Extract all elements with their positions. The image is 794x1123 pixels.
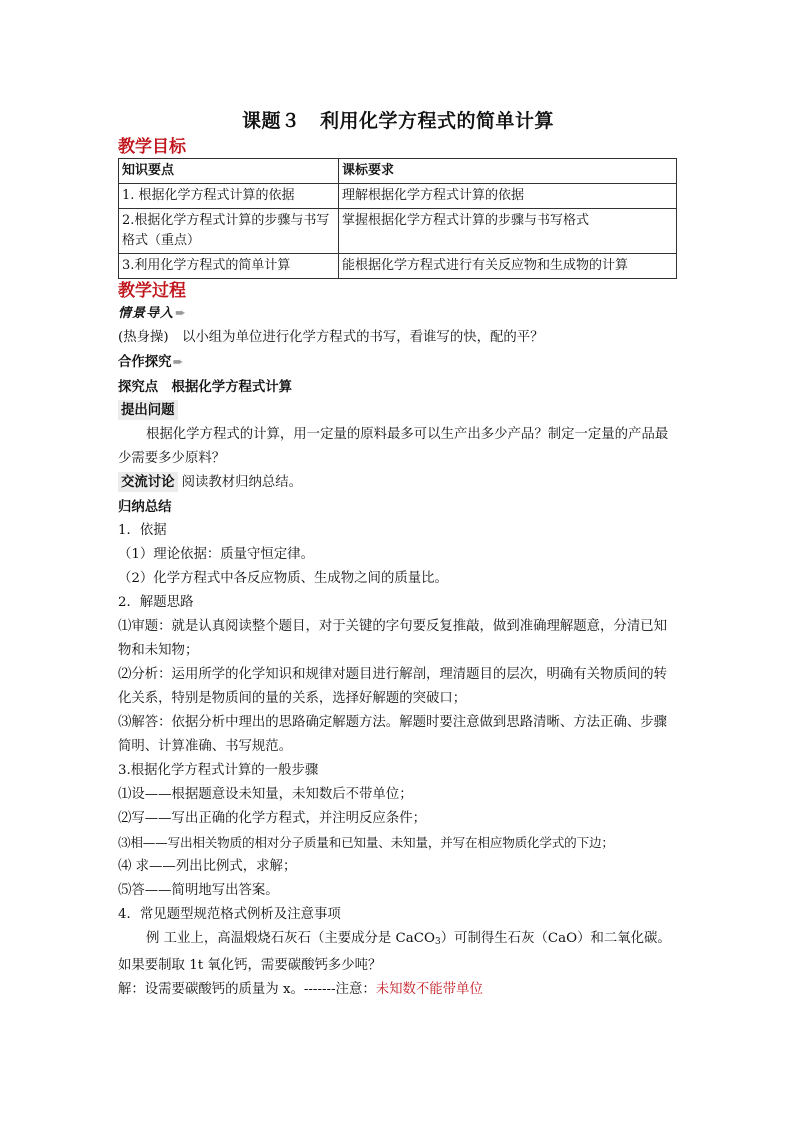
arrow-right-icon: ➨ [175,306,186,321]
cell-requirement: 能根据化学方程式进行有关反应物和生成物的计算 [339,254,677,279]
examples-title: 4．常见题型规范格式例析及注意事项 [118,907,341,922]
cell-knowledge: 2.根据化学方程式计算的步骤与书写格式（重点） [119,209,339,254]
question-label: 提出问题 [118,400,178,420]
table-row [119,209,677,254]
cell-requirement: 理解根据化学方程式计算的依据 [339,184,677,209]
example-text-a: 例 工业上，高温煅烧石灰石（主要成分是 CaCO [146,931,435,946]
solution-line [118,978,678,1002]
table-row [119,184,677,209]
teaching-process-heading: 教学过程 [118,281,186,301]
explore-title: 探究点 根据化学方程式计算 [118,379,293,395]
header-requirement: 课标要求 [339,159,677,184]
example-subscript: 3 [435,937,441,947]
cell-knowledge: 1. 根据化学方程式计算的依据 [119,184,339,209]
question-label-line [118,399,678,423]
arrow-right-icon: ➨ [172,355,184,370]
cell-requirement: 掌握根据化学方程式计算的步骤与书写格式 [339,209,677,254]
header-knowledge: 知识要点 [119,159,339,184]
intro-label: 情景导入 [118,306,175,321]
example-text [118,927,678,978]
step-item-1: ⑴设——根据题意设未知量，未知数后不带单位； [118,787,413,802]
thinking-item-3: ⑶解答：依据分析中理出的思路确定解题方法。解题时要注意做到思路清晰、方法正确、步骤简明、计算准确、书写规范。 [118,715,668,754]
solution-note: 未知数不能带单位 [375,982,483,997]
thinking-title: 2．解题思路 [118,595,194,610]
discuss-line [118,471,678,495]
step-item-5: ⑸答——简明地写出答案。 [118,883,279,898]
solution-text: 解：设需要碳酸钙的质量为 x。-------注意： [118,982,376,997]
table-header-row [119,159,677,184]
coop-label-line [118,350,678,375]
warmup-text: (热身操) 以小组为单位进行化学方程式的书写，看谁写的快，配的平？ [118,330,544,345]
table-row [119,254,677,279]
example-text-b: ）可制得生石灰（CaO）和二氧化碳。如果要制取 1t 氧化钙，需要碳酸钙多少吨？ [118,931,671,973]
summary-label: 归纳总结 [118,499,172,515]
thinking-item-2: ⑵分析：运用所学的化学知识和规律对题目进行解剖，理清题目的层次，明确有关物质间的转化关系，特别是物质间的量的关系，选择好解题的突破口； [118,667,668,706]
question-text: 根据化学方程式的计算，用一定量的原料最多可以生产出多少产品？制定一定量的产品最少需要多少原料？ [118,427,669,466]
teaching-goals-heading: 教学目标 [118,137,186,157]
goals-table [118,158,677,279]
steps-title: 3.根据化学方程式计算的一般步骤 [118,763,319,778]
page-title: 课题３ 利用化学方程式的简单计算 [241,110,554,132]
discuss-label: 交流讨论 [118,472,178,492]
basis-item-2: （2）化学方程式中各反应物质、生成物之间的质量比。 [118,571,448,586]
coop-label: 合作探究 [118,354,172,370]
step-item-4: ⑷ 求——列出比例式，求解； [118,859,297,874]
cell-knowledge: 3.利用化学方程式的简单计算 [119,254,339,279]
document-page [118,100,678,1002]
intro-label-line [118,302,678,326]
thinking-item-1: ⑴审题：就是认真阅读整个题目，对于关键的字句要反复推敲，做到准确理解题意，分清已知物和未知物； [118,619,668,658]
step-item-3: ⑶相——写出相关物质的相对分子质量和已知量、未知量，并写在相应物质化学式的下边； [118,835,614,850]
basis-item-1: （1）理论依据：质量守恒定律。 [118,547,314,562]
basis-title: 1．依据 [118,523,167,538]
step-item-2: ⑵写——写出正确的化学方程式，并注明反应条件； [118,811,426,826]
discuss-text: 阅读教材归纳总结。 [181,475,303,490]
